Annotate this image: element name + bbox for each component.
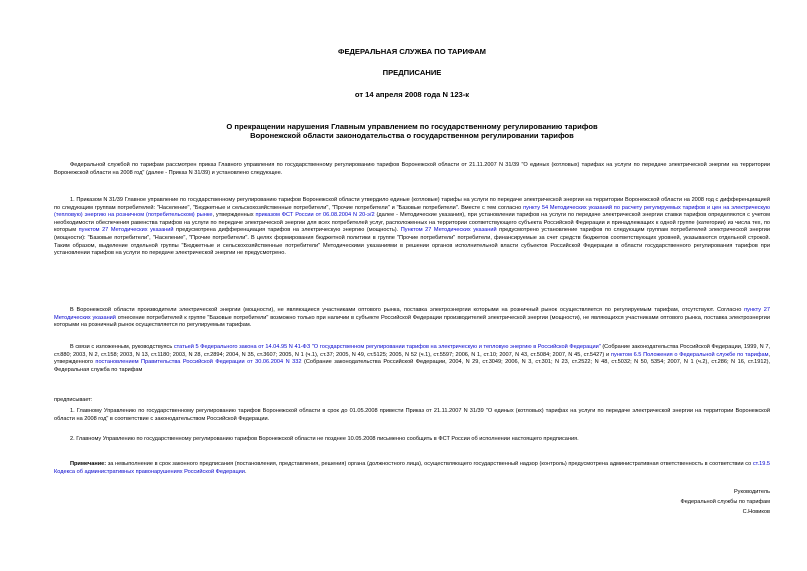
prescribes-label: предписывает: xyxy=(54,397,93,403)
prescription-item-1: 1. Главному Управлению по государственному регулированию тарифов Воронежской области в срок до 01.05.2008 привести Приказ от 21.11.2007 N 31/39 "О единых (котловых) тарифах на услуги по передаче электрической энергии на территории Воронежской области на 2008 год" в соответствие с законодательством Российской Федерации. xyxy=(54,408,770,422)
document-title-line2: Воронежской области законодательства о государственном регулировании тарифов xyxy=(250,131,574,140)
signature-name: С.Новиков xyxy=(742,509,770,515)
link-p27-guidelines-2[interactable]: Пунктом 27 Методических указаний xyxy=(400,227,497,234)
intro-paragraph: Федеральной службой по тарифам рассмотрен приказ Главного управления по государственному регулированию тарифов Воронежской области от 21.11.2007 N 31/39 "О единых (котловых) тарифах на услуги по передаче электрической энергии на территории Воронежской области на 2008 год" (далее - Приказ N 31/39) и установлено следующее. xyxy=(54,162,770,176)
link-government-decree-332[interactable]: постановлением Правительства Российской Федерации от 30.06.2004 N 332 xyxy=(95,359,302,366)
p3-text-b: (Собрание законодательства Российской Федерации, 1999, N 7, ст.880; 2003, N 2, ст.158; 2003, N 13, ст.1180; 2003, N 28, ст.2894; 2004, N 35, ст.3607; 2005, N 1 (ч.1), ст.37; 2005, N 49, ст.5125; 2005, N 52 (ч.1), ст.5597; 2006, N 1, ст.10; 2007, N 43, ст.5084; 2007, N 45, ст.5427) и xyxy=(54,344,770,358)
link-fst-regulation-6-5[interactable]: пунктом 6.5 Положения о Федеральной службе по тарифам xyxy=(610,351,769,358)
paragraph-3 xyxy=(54,344,770,374)
p2-text-a: В Воронежской области производители электрической энергии (мощности), не являющиеся участниками оптового рынка, поставка электроэнергии которыми на розничный рынок осуществляется по регулируемым тарифам, отсутствуют. Согласно xyxy=(70,307,745,313)
p1-text-e: предусмотрено установление тарифов по следующим группам потребителей электрической энергии (мощности): "Базовые потребители", "Население", "Прочие потребители". В целях формирования бюджетной политики в группе "Прочие потребители" потребители, финансируемые за счет средств бюджетов соответствующих уровней, указываются отдельной строкой. Таким образом, выделение отдельной группы "Бюджетные и сельскохозяйственные потребители" Методическими указаниями в решении органов исполнительной власти субъектов Российской Федерации в области государственного регулирования тарифов при установлении тарифов на услуги по передаче электрической энергии не предусмотрено. xyxy=(54,227,771,257)
paragraph-1 xyxy=(54,197,770,258)
p1-text-a: 1. Приказом N 31/39 Главное управление по государственному регулированию тарифов Воронежской области утвердило единые (котловые) тарифы на услуги по передаче электрической энергии на территории Воронежской области на 2008 год с дифференциацией по следующим группам потребителей: "Население", "Бюджетные и сельскохозяйственные потребители", "Прочие потребители" и "Базовые потребители". Вместе с тем согласно xyxy=(54,197,770,211)
signature-org: Федеральной службы по тарифам xyxy=(680,499,770,505)
org-name: ФЕДЕРАЛЬНАЯ СЛУЖБА ПО ТАРИФАМ xyxy=(337,47,487,56)
note-paragraph xyxy=(54,461,770,476)
document-title-line1: О прекращении нарушения Главным управлением по государственному регулированию тарифов xyxy=(226,122,598,131)
p3-text-d: (Собрание законодательства Российской Федерации, 2004, N 29, ст.3049; 2006, N 3, ст.301; N 23, ст.2522; N 48, ст.5032; N 50, 5354; 2007, N 1 (ч.2), ст.286; N 16, ст.1912), Федеральная служба по тарифам xyxy=(54,359,770,373)
document-date-number: от 14 апреля 2008 года N 123-к xyxy=(354,90,470,99)
note-text-a: за невыполнение в срок законного предписания (постановления, представления, решения) органа (должностного лица), осуществляющего государственный надзор (контроль) предусмотрена административная ответственность в соответствии со xyxy=(106,461,753,467)
note-label: Примечание: xyxy=(70,461,107,467)
p2-text-b: отнесение потребителей к группе "Базовые потребители" возможно только при наличии в субъекте Российской Федерации производителей электрической энергии (мощности), не являющихся участниками оптового рынка, поставка электроэнергии которыми на розничный рынок осуществляется по регулируемым тарифам. xyxy=(54,314,770,329)
paragraph-2 xyxy=(54,307,770,330)
link-fst-order[interactable]: приказом ФСТ России от 06.08.2004 N 20-э/2 xyxy=(255,212,375,219)
link-p27-guidelines-3[interactable]: пункту 27 Методических указаний xyxy=(54,307,770,321)
link-federal-law-41fz[interactable]: статьей 5 Федерального закона от 14.04.95 N 41-ФЗ "О государственном регулировании тарифов на электрическую и тепловую энергию в Российской Федерации" xyxy=(173,344,601,350)
note-text-b: . xyxy=(244,468,247,475)
document-type: ПРЕДПИСАНИЕ xyxy=(382,68,442,77)
p1-text-b: , утвержденных xyxy=(212,212,256,219)
p3-text-c: , утвержденного xyxy=(54,351,770,366)
p1-text-c: (далее - Методические указания), при установлении тарифов на услуги по передаче электрической энергии ставки тарифов определяются с учетом необходимости обеспечения равенства тарифов на услуги по передаче электрической энергии для всех потребителей услуг, расположенных на территории соответствующего субъекта Российской Федерации и принадлежащих к одной группе (категории) из числа тех, по которым xyxy=(54,212,770,234)
signature-title: Руководитель xyxy=(733,489,770,495)
p1-text-d: предусмотрена дифференциация тарифов на электрическую энергию (мощность). xyxy=(173,227,401,234)
link-p27-guidelines-1[interactable]: пунктом 27 Методических указаний xyxy=(78,227,174,234)
link-koap-19-5[interactable]: ст.19.5 Кодекса об административных правонарушениях Российской Федерации xyxy=(54,461,770,475)
link-p54-guidelines[interactable]: пункту 54 Методических указаний по расчету регулируемых тарифов и цен на электрическую (тепловую) энергию на розничном (потребительском) рынке xyxy=(54,204,771,219)
prescription-item-2: 2. Главному Управлению по государственному регулированию тарифов Воронежской области не позднее 10.05.2008 письменно сообщить в ФСТ России об исполнении настоящего предписания. xyxy=(70,436,579,442)
p3-text-a: В связи с изложенным, руководствуясь xyxy=(70,344,174,350)
